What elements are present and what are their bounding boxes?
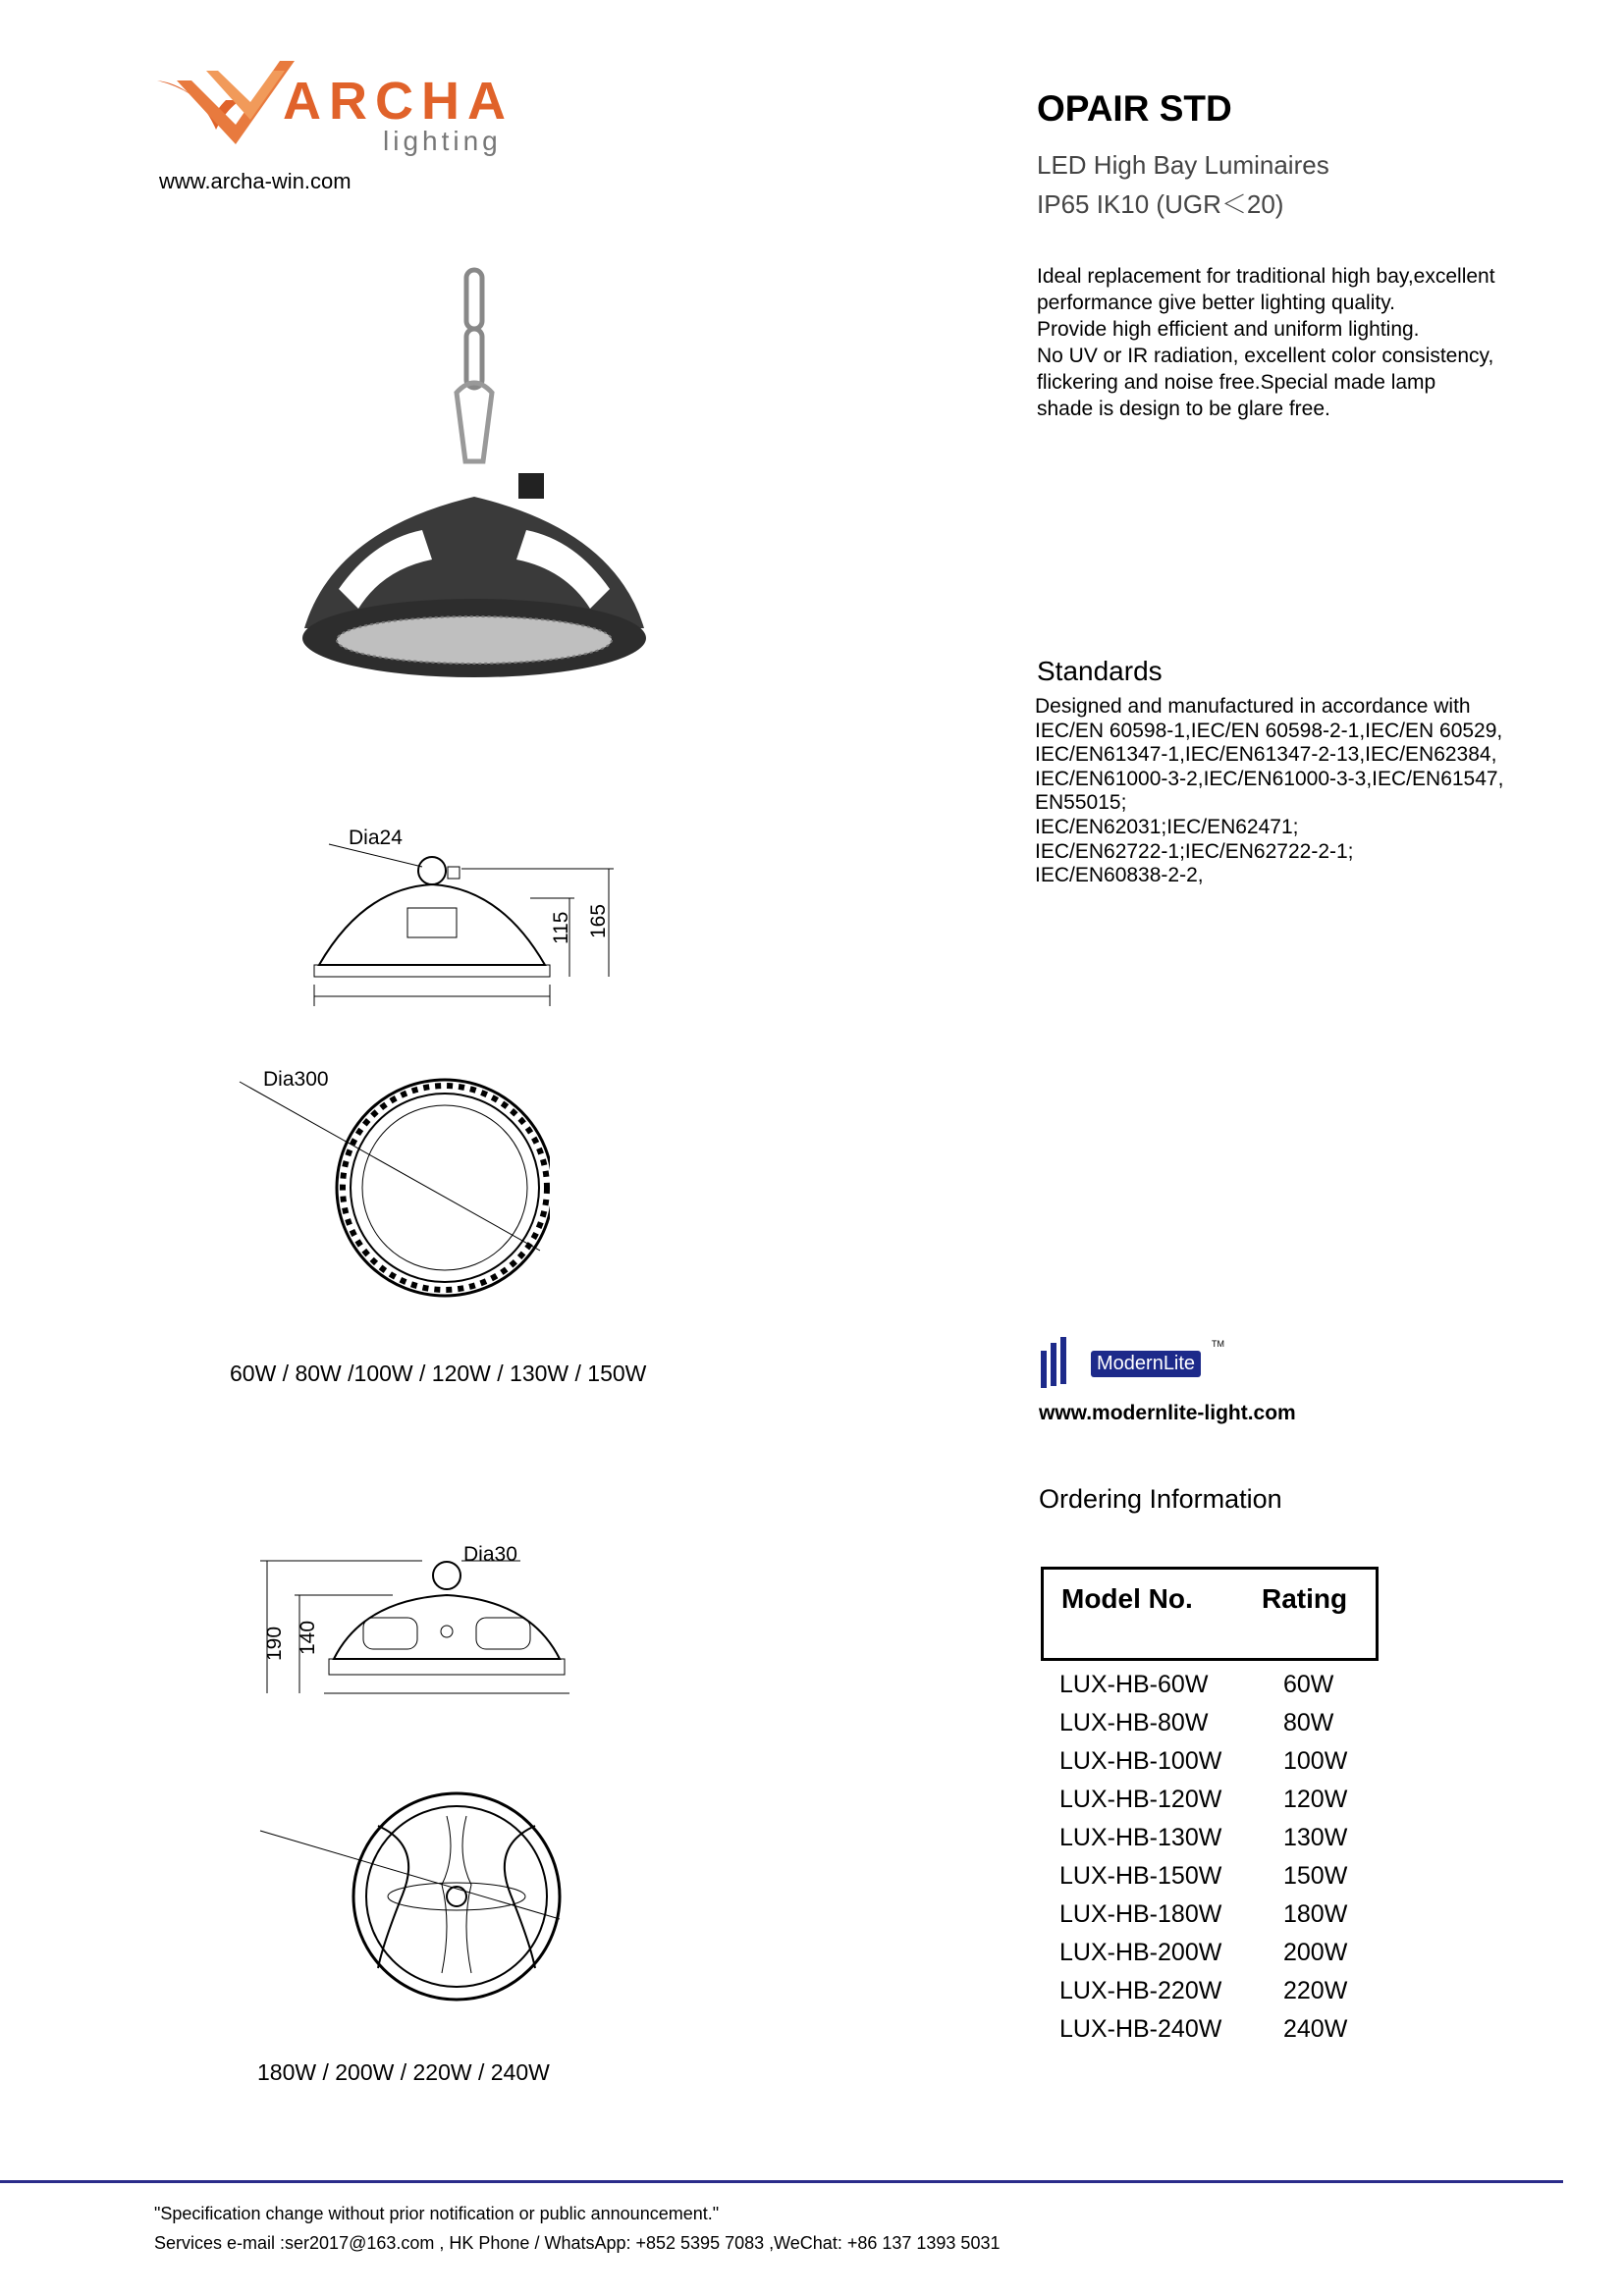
dia24-label: Dia24 [349, 827, 403, 849]
dia300-label: Dia300 [263, 1068, 329, 1091]
rating-cell: 200W [1283, 1939, 1348, 1966]
rating-cell: 180W [1283, 1900, 1348, 1928]
table-row [1059, 1709, 1347, 1747]
column-header-rating: Rating [1262, 1583, 1348, 1614]
footer-notice: "Specification change without prior notification or public announcement." [154, 2204, 720, 2223]
model-cell: LUX-HB-60W [1059, 1671, 1209, 1698]
standards-line: IEC/EN62722-1;IEC/EN62722-2-1; [1035, 839, 1354, 863]
model-cell: LUX-HB-220W [1059, 1977, 1222, 2004]
rating-cell: 60W [1283, 1671, 1334, 1698]
height-140-label: 140 [297, 1620, 319, 1655]
product-subtitle [1037, 145, 1329, 224]
description-line: shade is design to be glare free. [1037, 398, 1330, 420]
brand-logo [157, 51, 520, 159]
footer-contact: Services e-mail :ser2017@163.com , HK Phone / WhatsApp: +852 5395 7083 ,WeChat: +86 137 1393 5031 [154, 2233, 1001, 2253]
description-line: Provide high efficient and uniform lighting. [1037, 318, 1420, 341]
modernlite-name: ModernLite [1091, 1351, 1201, 1377]
subtitle-line-2: IP65 IK10 (UGR＜20) [1037, 189, 1284, 219]
subtitle-line-1: LED High Bay Luminaires [1037, 150, 1329, 180]
brand-website[interactable]: www.archa-win.com [159, 169, 352, 193]
modernlite-logo [1037, 1331, 1233, 1390]
model-cell: LUX-HB-180W [1059, 1900, 1222, 1928]
brand-tagline: lighting [383, 126, 502, 156]
product-title: OPAIR STD [1037, 88, 1232, 129]
model-cell: LUX-HB-80W [1059, 1709, 1209, 1736]
standards-line: IEC/EN60838-2-2, [1035, 864, 1204, 887]
brand-name: ARCHA [283, 72, 514, 131]
standards-line: EN55015; [1035, 791, 1127, 815]
height-190-label: 190 [263, 1626, 286, 1661]
model-cell: LUX-HB-100W [1059, 1747, 1222, 1775]
model-cell: LUX-HB-240W [1059, 2015, 1222, 2043]
product-description [1037, 263, 1567, 422]
rating-cell: 150W [1283, 1862, 1348, 1890]
dia30-label: Dia30 [463, 1543, 517, 1566]
ordering-table [1059, 1671, 1347, 2054]
rating-cell: 220W [1283, 1977, 1348, 2004]
modernlite-tm: TM [1212, 1339, 1224, 1349]
product-photo [265, 265, 707, 687]
rating-cell: 240W [1283, 2015, 1348, 2043]
description-line: flickering and noise free.Special made lamp [1037, 371, 1436, 394]
description-line: No UV or IR radiation, excellent color consistency, [1037, 345, 1494, 367]
ordering-header-box [1041, 1567, 1379, 1661]
drawing-top-large [255, 1787, 579, 2012]
rating-cell: 80W [1283, 1709, 1334, 1736]
table-row [1059, 1786, 1347, 1824]
rating-cell: 120W [1283, 1786, 1348, 1813]
model-cell: LUX-HB-130W [1059, 1824, 1222, 1851]
height-115-label: 115 [550, 911, 572, 944]
table-row [1059, 1900, 1347, 1939]
height-165-label: 165 [587, 903, 610, 938]
ordering-heading: Ordering Information [1039, 1484, 1282, 1514]
standards-line: Designed and manufactured in accordance with [1035, 695, 1471, 718]
table-row [1059, 1671, 1347, 1709]
rating-cell: 100W [1283, 1747, 1348, 1775]
model-cell: LUX-HB-200W [1059, 1939, 1222, 1966]
table-row [1059, 1824, 1347, 1862]
table-row [1059, 1862, 1347, 1900]
description-line: Ideal replacement for traditional high bay,excellent [1037, 265, 1495, 288]
standards-line: IEC/EN62031;IEC/EN62471; [1035, 815, 1299, 838]
table-row [1059, 1747, 1347, 1786]
description-line: performance give better lighting quality. [1037, 292, 1395, 314]
footer-rule [0, 2180, 1563, 2183]
standards-line: IEC/EN 60598-1,IEC/EN 60598-2-1,IEC/EN 60529, [1035, 719, 1503, 742]
standards-list [1035, 695, 1585, 888]
model-cell: LUX-HB-120W [1059, 1786, 1222, 1813]
partner-website[interactable]: www.modernlite-light.com [1039, 1402, 1296, 1424]
table-row [1059, 1977, 1347, 2015]
modernlite-bars-icon [1037, 1331, 1096, 1390]
column-header-model: Model No. [1061, 1583, 1193, 1614]
drawing-top-small [236, 1070, 550, 1315]
watts-small-range: 60W / 80W /100W / 120W / 130W / 150W [230, 1361, 647, 1386]
rating-cell: 130W [1283, 1824, 1348, 1851]
model-cell: LUX-HB-150W [1059, 1862, 1222, 1890]
table-row [1059, 2015, 1347, 2054]
table-row [1059, 1939, 1347, 1977]
standards-heading: Standards [1037, 656, 1163, 686]
standards-line: IEC/EN61347-1,IEC/EN61347-2-13,IEC/EN62384, [1035, 743, 1497, 767]
standards-line: IEC/EN61000-3-2,IEC/EN61000-3-3,IEC/EN61547, [1035, 767, 1504, 790]
watts-large-range: 180W / 200W / 220W / 240W [257, 2059, 550, 2085]
